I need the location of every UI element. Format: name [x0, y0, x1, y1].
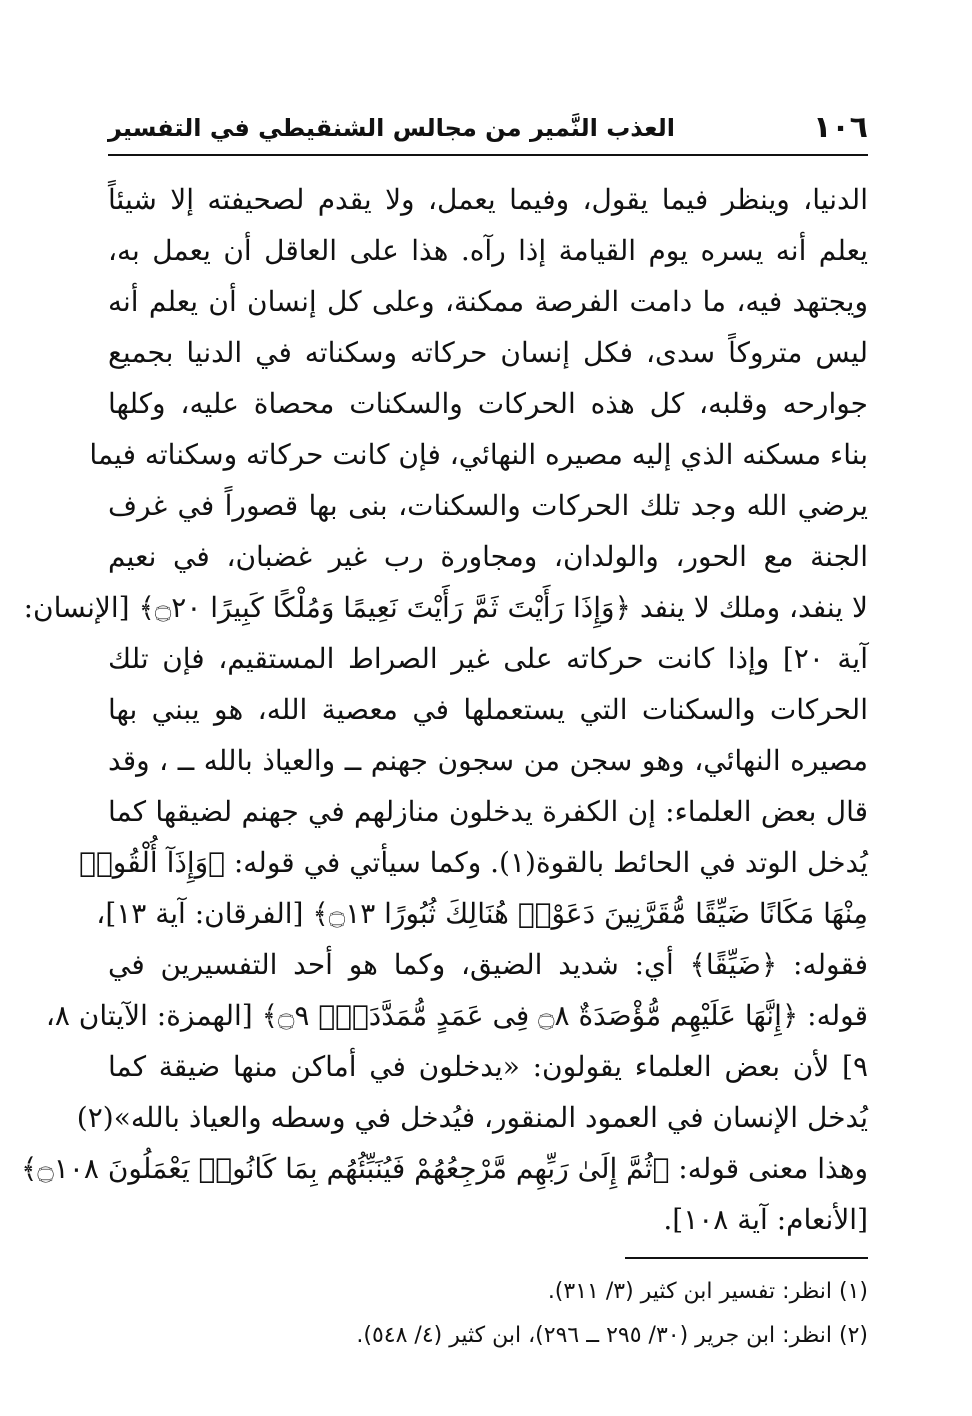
- text-line: فقوله: ﴿ضَيِّقًا﴾ أي: شديد الضيق، وكما هو أحد التفسيرين في: [108, 948, 868, 981]
- footnote: (١) انظر: تفسير ابن كثير (٣/ ٣١١).: [547, 1279, 868, 1304]
- text-line: يعلم أنه يسره يوم القيامة إذا رآه. هذا على العاقل أن يعمل به،: [108, 234, 868, 267]
- text-line: ليس متروكاً سدى، فكل إنسان حركاته وسكناته في الدنيا بجميع: [108, 336, 868, 369]
- text-line: يُدخل الإنسان في العمود المنقور، فيُدخل في وسطه والعياذ بالله»(٢): [76, 1101, 868, 1134]
- page-number: ١٠٦: [813, 110, 868, 145]
- footnote-divider: [625, 1257, 868, 1259]
- text-line: لا ينفد، وملك لا ينفد ﴿وَإِذَا رَأَيْتَ ثَمَّ رَأَيْتَ نَعِيمًا وَمُلْكًا كَبِيرًا ۝٢٠﴾ [الإنسان:: [23, 591, 868, 624]
- header-divider: [108, 154, 868, 156]
- footnotes: [108, 1270, 868, 1358]
- text-line: الدنيا، وينظر فيما يقول، وفيما يعمل، ولا يقدم لصحيفته إلا شيئاً: [108, 183, 868, 216]
- text-line: ويجتهد فيه، ما دامت الفرصة ممكنة، وعلى كل إنسان أن يعلم أنه: [108, 285, 868, 318]
- text-line: يرضي الله وجد تلك الحركات والسكنات، بنى بها قصوراً في غرف: [108, 489, 868, 522]
- text-line: مِنْهَا مَكَانًا ضَيِّقًا مُّقَرَّنِينَ دَعَوْا۟ هُنَالِكَ ثُبُورًا ۝١٣﴾ [الفرقان: آية ١٣]،: [96, 897, 868, 930]
- text-line: [الأنعام: آية ١٠٨].: [663, 1203, 868, 1236]
- page-header: [108, 108, 868, 152]
- text-line: آية ٢٠] وإذا كانت حركاته على غير الصراط المستقيم، فإن تلك: [108, 642, 868, 675]
- book-title: العذب النَّمير من مجالس الشنقيطي في التفسير: [108, 114, 675, 142]
- text-line: جوارحه وقلبه، كل هذه الحركات والسكنات محصاة عليه، وكلها: [108, 387, 868, 420]
- text-line: يُدخل الوتد في الحائط بالقوة(١). وكما سيأتي في قوله: ﴿وَإِذَآ أُلْقُوا۟: [79, 846, 868, 879]
- text-line: قوله: ﴿إِنَّهَا عَلَيْهِم مُّؤْصَدَةٌ ۝٨ فِى عَمَدٍ مُّمَدَّدَةٍۭ ۝٩﴾ [الهمزة: الآيتان ٨،: [45, 999, 868, 1032]
- text-line: قال بعض العلماء: إن الكفرة يدخلون منازلهم في جهنم لضيقها كما: [108, 795, 868, 828]
- text-line: بناء مسكنه الذي إليه مصيره النهائي، فإن كانت حركاته وسكناته فيما: [89, 438, 868, 471]
- text-line: مصيره النهائي، وهو سجن من سجون جهنم ــ والعياذ بالله ــ ، وقد: [108, 744, 868, 777]
- text-line: ٩] لأن بعض العلماء يقولون: «يدخلون في أماكن منها ضيقة كما: [108, 1050, 868, 1083]
- text-line: الجنة مع الحور، والولدان، ومجاورة رب غير غضبان، في نعيم: [108, 540, 868, 573]
- text-line: وهذا معنى قوله: ﴿ثُمَّ إِلَىٰ رَبِّهِم مَّرْجِعُهُمْ فَيُنَبِّئُهُم بِمَا كَانُوا۟ يَعْمَلُونَ ۝١٠٨﴾: [20, 1152, 868, 1185]
- main-text: [20, 174, 868, 1245]
- footnote: (٢) انظر: ابن جرير (٣٠/ ٢٩٥ ــ ٢٩٦)، ابن كثير (٤/ ٥٤٨).: [356, 1323, 868, 1348]
- text-line: الحركات والسكنات التي يستعملها في معصية الله، هو يبني بها: [108, 693, 868, 726]
